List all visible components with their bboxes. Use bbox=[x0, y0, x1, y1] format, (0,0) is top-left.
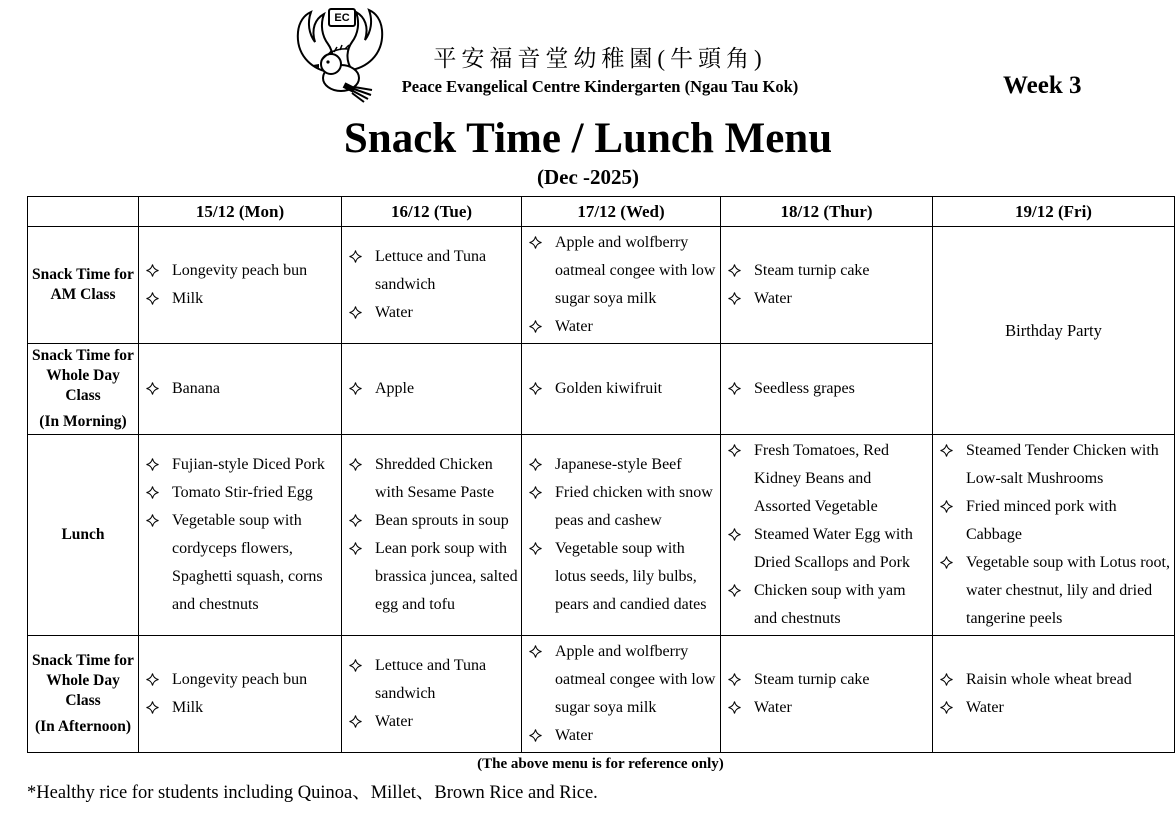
menu-item bbox=[726, 285, 930, 313]
four-pointed-star-bullet-icon bbox=[347, 535, 375, 619]
menu-item bbox=[144, 479, 339, 507]
menu-item-text: Milk bbox=[172, 290, 204, 307]
table-row-lunch bbox=[28, 435, 1175, 636]
four-pointed-star-bullet-icon bbox=[527, 451, 555, 479]
menu-item-text: Water bbox=[966, 699, 1004, 716]
four-pointed-star-bullet-icon bbox=[726, 577, 754, 633]
menu-item-text: Lettuce and Tuna sandwich bbox=[375, 248, 487, 293]
menu-item-text: Steamed Tender Chicken with Low-salt Mushrooms bbox=[966, 442, 1159, 487]
menu-item-text: Longevity peach bun bbox=[172, 262, 308, 279]
four-pointed-star-bullet-icon bbox=[726, 375, 754, 403]
menu-item-text: Lettuce and Tuna sandwich bbox=[375, 657, 487, 702]
menu-month: (Dec -2025) bbox=[536, 165, 640, 189]
menu-item-text: Fujian-style Diced Pork bbox=[172, 456, 325, 473]
menu-item-text: Lean pork soup with brassica juncea, salted egg and tofu bbox=[375, 540, 518, 613]
four-pointed-star-bullet-icon bbox=[527, 479, 555, 535]
four-pointed-star-bullet-icon bbox=[527, 722, 555, 750]
reference-note: (The above menu is for reference only) bbox=[477, 756, 724, 772]
menu-item-text: Steamed Water Egg with Dried Scallops and Pork bbox=[754, 526, 913, 571]
table-row-afternoon-snack bbox=[28, 636, 1175, 753]
menu-item-text: Vegetable soup with lotus seeds, lily bulbs, pears and candied dates bbox=[555, 540, 707, 613]
menu-item bbox=[144, 694, 339, 722]
row-label-text: Snack Time for Whole Day Class bbox=[32, 652, 134, 709]
four-pointed-star-bullet-icon bbox=[726, 257, 754, 285]
menu-item-text: Bean sprouts in soup bbox=[375, 512, 509, 529]
menu-item bbox=[144, 666, 339, 694]
four-pointed-star-bullet-icon bbox=[144, 257, 172, 285]
menu-item bbox=[347, 535, 519, 619]
menu-item-text: Fresh Tomatoes, Red Kidney Beans and Assorted Vegetable bbox=[754, 442, 890, 515]
four-pointed-star-bullet-icon bbox=[527, 535, 555, 619]
menu-cell-tue-lunch bbox=[342, 435, 522, 636]
menu-item-text: Water bbox=[375, 713, 413, 730]
menu-item bbox=[527, 451, 718, 479]
menu-item bbox=[726, 521, 930, 577]
row-label-morning-snack bbox=[28, 344, 139, 435]
column-header-tue: 16/12 (Tue) bbox=[342, 197, 522, 227]
column-header-mon: 15/12 (Mon) bbox=[139, 197, 342, 227]
menu-item-text: Vegetable soup with Lotus root, water chestnut, lily and dried tangerine peels bbox=[966, 554, 1170, 627]
menu-item bbox=[527, 229, 718, 313]
menu-item-text: Shredded Chicken with Sesame Paste bbox=[375, 456, 495, 501]
school-name-chinese: 平安福音堂幼稚園(牛頭角) bbox=[433, 46, 767, 71]
school-name-block bbox=[400, 40, 800, 97]
table-header-row bbox=[28, 197, 1175, 227]
menu-cell-thu-lunch bbox=[721, 435, 933, 636]
four-pointed-star-bullet-icon bbox=[726, 694, 754, 722]
row-label-text: Lunch bbox=[61, 526, 105, 543]
four-pointed-star-bullet-icon bbox=[527, 375, 555, 403]
school-name-english: Peace Evangelical Centre Kindergarten (Ngau Tau Kok) bbox=[401, 77, 799, 96]
menu-item bbox=[347, 507, 519, 535]
four-pointed-star-bullet-icon bbox=[347, 708, 375, 736]
menu-cell-tue-am-snack bbox=[342, 227, 522, 344]
menu-item bbox=[527, 313, 718, 341]
menu-cell-thu-am-snack bbox=[721, 227, 933, 344]
menu-cell-fri-lunch bbox=[933, 435, 1175, 636]
menu-item-text: Banana bbox=[172, 380, 220, 397]
four-pointed-star-bullet-icon bbox=[938, 437, 966, 493]
menu-item-text: Chicken soup with yam and chestnuts bbox=[754, 582, 906, 627]
menu-item-text: Water bbox=[555, 318, 593, 335]
menu-item bbox=[347, 299, 519, 327]
menu-item-text: Longevity peach bun bbox=[172, 671, 308, 688]
menu-item-text: Fried chicken with snow peas and cashew bbox=[555, 484, 713, 529]
dove-logo-icon bbox=[288, 8, 394, 110]
column-header-wed: 17/12 (Wed) bbox=[522, 197, 721, 227]
four-pointed-star-bullet-icon bbox=[347, 451, 375, 507]
menu-item bbox=[726, 577, 930, 633]
four-pointed-star-bullet-icon bbox=[726, 437, 754, 521]
four-pointed-star-bullet-icon bbox=[726, 521, 754, 577]
menu-cell-wed-afternoon-snack bbox=[522, 636, 721, 753]
menu-item bbox=[144, 375, 339, 403]
corner-cell bbox=[28, 197, 139, 227]
page-title: Snack Time / Lunch Menu bbox=[343, 115, 833, 162]
four-pointed-star-bullet-icon bbox=[347, 375, 375, 403]
four-pointed-star-bullet-icon bbox=[938, 549, 966, 633]
menu-item bbox=[726, 694, 930, 722]
menu-item-text: Milk bbox=[172, 699, 204, 716]
four-pointed-star-bullet-icon bbox=[144, 507, 172, 619]
menu-item bbox=[144, 285, 339, 313]
menu-item-text: Japanese-style Beef bbox=[555, 456, 682, 473]
menu-cell-thu-afternoon-snack bbox=[721, 636, 933, 753]
menu-item-text: Steam turnip cake bbox=[754, 671, 870, 688]
menu-item bbox=[527, 638, 718, 722]
menu-table bbox=[27, 196, 1175, 753]
menu-item-text: Water bbox=[375, 304, 413, 321]
menu-item bbox=[726, 666, 930, 694]
menu-item bbox=[347, 375, 519, 403]
menu-item bbox=[726, 375, 930, 403]
menu-item-text: Apple and wolfberry oatmeal congee with low sugar soya milk bbox=[555, 234, 716, 307]
menu-item bbox=[938, 493, 1172, 549]
menu-item bbox=[347, 451, 519, 507]
menu-cell-tue-afternoon-snack bbox=[342, 636, 522, 753]
school-logo bbox=[288, 8, 394, 110]
table-row-am-snack bbox=[28, 227, 1175, 344]
menu-item bbox=[347, 708, 519, 736]
menu-item-text: Apple bbox=[375, 380, 415, 397]
menu-item bbox=[527, 535, 718, 619]
menu-item bbox=[938, 694, 1172, 722]
menu-item bbox=[144, 257, 339, 285]
menu-item-text: Steam turnip cake bbox=[754, 262, 870, 279]
menu-item-text: Seedless grapes bbox=[754, 380, 855, 397]
four-pointed-star-bullet-icon bbox=[726, 285, 754, 313]
healthy-rice-note: *Healthy rice for students including Quinoa、Millet、Brown Rice and Rice. bbox=[27, 783, 598, 803]
menu-item-text: Water bbox=[555, 727, 593, 744]
menu-item-text: Water bbox=[754, 290, 792, 307]
menu-item bbox=[144, 507, 339, 619]
four-pointed-star-bullet-icon bbox=[144, 694, 172, 722]
menu-item bbox=[347, 652, 519, 708]
menu-item-text: Raisin whole wheat bread bbox=[966, 671, 1132, 688]
row-label-afternoon-snack bbox=[28, 636, 139, 753]
menu-item bbox=[726, 257, 930, 285]
menu-cell-wed-lunch bbox=[522, 435, 721, 636]
four-pointed-star-bullet-icon bbox=[938, 694, 966, 722]
row-label-text: Snack Time for Whole Day Class bbox=[32, 347, 134, 404]
four-pointed-star-bullet-icon bbox=[726, 666, 754, 694]
four-pointed-star-bullet-icon bbox=[347, 299, 375, 327]
menu-item-text: Water bbox=[754, 699, 792, 716]
row-label-lunch bbox=[28, 435, 139, 636]
menu-cell-fri-birthday-party: Birthday Party bbox=[933, 227, 1175, 435]
four-pointed-star-bullet-icon bbox=[144, 451, 172, 479]
four-pointed-star-bullet-icon bbox=[144, 285, 172, 313]
column-header-fri: 19/12 (Fri) bbox=[933, 197, 1175, 227]
four-pointed-star-bullet-icon bbox=[347, 243, 375, 299]
menu-item-text: Tomato Stir-fried Egg bbox=[172, 484, 313, 501]
four-pointed-star-bullet-icon bbox=[144, 375, 172, 403]
row-label-subtext: (In Morning) bbox=[39, 413, 127, 430]
menu-item bbox=[527, 479, 718, 535]
menu-cell-wed-am-snack bbox=[522, 227, 721, 344]
column-header-thu: 18/12 (Thur) bbox=[721, 197, 933, 227]
menu-cell-thu-morning-snack bbox=[721, 344, 933, 435]
menu-item-text: Golden kiwifruit bbox=[555, 380, 663, 397]
menu-item bbox=[938, 549, 1172, 633]
menu-item bbox=[347, 243, 519, 299]
menu-cell-wed-morning-snack bbox=[522, 344, 721, 435]
menu-cell-tue-morning-snack bbox=[342, 344, 522, 435]
menu-item bbox=[726, 437, 930, 521]
menu-cell-mon-afternoon-snack bbox=[139, 636, 342, 753]
week-label: Week 3 bbox=[1003, 72, 1082, 99]
menu-item bbox=[938, 666, 1172, 694]
menu-cell-mon-am-snack bbox=[139, 227, 342, 344]
menu-cell-fri-afternoon-snack bbox=[933, 636, 1175, 753]
menu-item bbox=[938, 437, 1172, 493]
four-pointed-star-bullet-icon bbox=[527, 313, 555, 341]
menu-item bbox=[527, 722, 718, 750]
four-pointed-star-bullet-icon bbox=[527, 229, 555, 313]
menu-item bbox=[144, 451, 339, 479]
four-pointed-star-bullet-icon bbox=[144, 479, 172, 507]
menu-item-text: Apple and wolfberry oatmeal congee with low sugar soya milk bbox=[555, 643, 716, 716]
svg-text:EC: EC bbox=[334, 12, 350, 24]
row-label-text: Snack Time for AM Class bbox=[32, 266, 134, 303]
row-label-subtext: (In Afternoon) bbox=[34, 718, 131, 735]
menu-cell-mon-morning-snack bbox=[139, 344, 342, 435]
four-pointed-star-bullet-icon bbox=[938, 493, 966, 549]
four-pointed-star-bullet-icon bbox=[347, 652, 375, 708]
four-pointed-star-bullet-icon bbox=[938, 666, 966, 694]
row-label-am-snack bbox=[28, 227, 139, 344]
menu-item-text: Fried minced pork with Cabbage bbox=[966, 498, 1117, 543]
four-pointed-star-bullet-icon bbox=[527, 638, 555, 722]
four-pointed-star-bullet-icon bbox=[347, 507, 375, 535]
document-header bbox=[0, 0, 1176, 112]
menu-item-text: Vegetable soup with cordyceps flowers, Spaghetti squash, corns and chestnuts bbox=[172, 512, 323, 613]
menu-cell-mon-lunch bbox=[139, 435, 342, 636]
menu-item bbox=[527, 375, 718, 403]
four-pointed-star-bullet-icon bbox=[144, 666, 172, 694]
